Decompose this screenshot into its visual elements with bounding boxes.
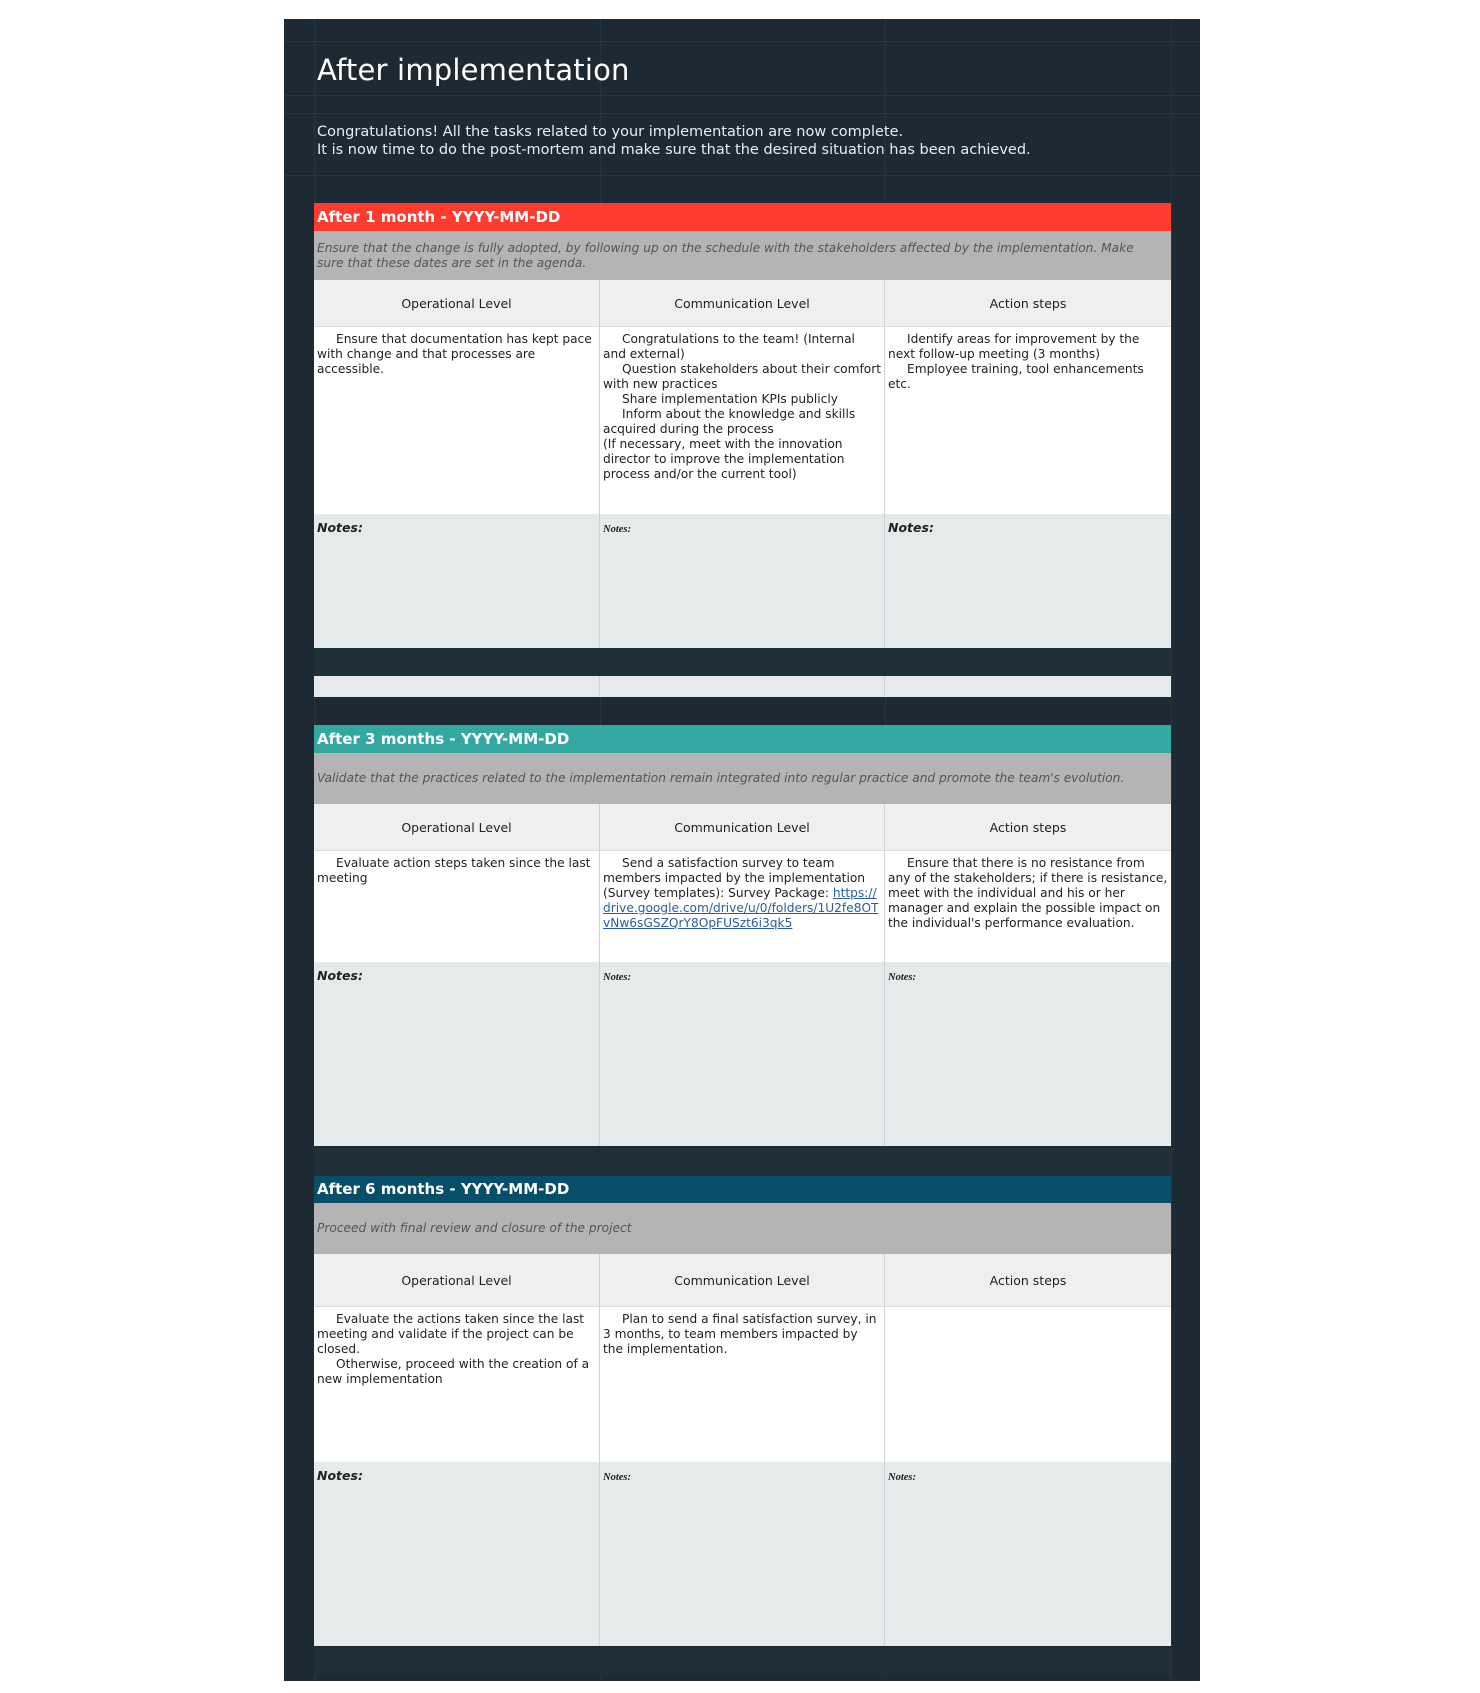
- column-header-operational: Operational Level: [314, 804, 600, 851]
- cell-paragraph: Share implementation KPIs publicly: [622, 392, 838, 406]
- cell-paragraph: [603, 856, 881, 931]
- gridline: [284, 41, 1200, 42]
- cell-paragraph: Otherwise, proceed with the creation of a new implementation: [317, 1357, 590, 1386]
- action-cell[interactable]: [885, 327, 1171, 514]
- section-description: Validate that the practices related to the implementation remain integrated into regular practice and promote the team's evolution.: [314, 753, 1171, 804]
- notes-cell[interactable]: [314, 962, 600, 1146]
- cell-paragraph: Employee training, tool enhancements etc.: [888, 362, 1144, 391]
- column-header-communication: Communication Level: [600, 280, 885, 327]
- notes-label: Notes:: [888, 972, 916, 983]
- spacer-row: [314, 1648, 1171, 1676]
- column-header-communication: Communication Level: [600, 1254, 885, 1307]
- communication-cell[interactable]: [600, 327, 885, 514]
- notes-label: Notes:: [603, 524, 631, 535]
- column-header-row: [314, 804, 1171, 851]
- column-header-action: Action steps: [885, 280, 1171, 327]
- notes-cell[interactable]: [885, 962, 1171, 1146]
- cell-paragraph: Ensure that documentation has kept pace with change and that processes are accessible.: [317, 332, 592, 376]
- cell-paragraph: Ensure that there is no resistance from any of the stakeholders; if there is resistance, meet with the individual and his or her manager and explain the possible impact on the individual's performance evaluation.: [888, 856, 1168, 930]
- notes-cell[interactable]: [600, 1462, 885, 1646]
- section-after-6-months: [314, 1175, 1171, 1646]
- operational-cell[interactable]: [314, 851, 600, 962]
- survey-package-link[interactable]: https://drive.google.com/drive/u/0/folders/1U2fe8OTvNw6sGSZQrY8OpFUSzt6i3qk5: [603, 886, 879, 930]
- section-header: After 1 month - YYYY-MM-DD: [314, 203, 1171, 231]
- column-header-action: Action steps: [885, 1254, 1171, 1307]
- notes-label: Notes:: [317, 520, 363, 535]
- notes-cell[interactable]: [600, 962, 885, 1146]
- notes-label: Notes:: [317, 968, 363, 983]
- survey-text: Send a satisfaction survey to team members impacted by the implementation (Survey templates): Survey Package:: [603, 856, 866, 900]
- spacer-row: [314, 648, 1171, 676]
- action-cell[interactable]: [885, 1307, 1171, 1462]
- cell-paragraph: Congratulations to the team! (Internal and external): [603, 332, 855, 361]
- notes-cell[interactable]: [314, 1462, 600, 1646]
- gridline: [1171, 19, 1172, 1681]
- cell-paragraph: (If necessary, meet with the innovation director to improve the implementation process and/or the current tool): [603, 437, 845, 481]
- cell-paragraph: Evaluate action steps taken since the last meeting: [317, 856, 591, 885]
- notes-cell[interactable]: [885, 1462, 1171, 1646]
- communication-cell[interactable]: [600, 1307, 885, 1462]
- notes-label: Notes:: [888, 520, 934, 535]
- notes-label: Notes:: [603, 1472, 631, 1483]
- content-row: [314, 1307, 1171, 1462]
- column-header-operational: Operational Level: [314, 280, 600, 327]
- operational-cell[interactable]: [314, 327, 600, 514]
- column-header-communication: Communication Level: [600, 804, 885, 851]
- section-description: Proceed with final review and closure of the project: [314, 1203, 1171, 1254]
- intro-text: [317, 123, 1031, 159]
- section-header: After 6 months - YYYY-MM-DD: [314, 1175, 1171, 1203]
- section-after-1-month: [314, 203, 1171, 697]
- section-description: Ensure that the change is fully adopted, by following up on the schedule with the stakeholders affected by the implementation. Make sure that these dates are set in the agenda.: [314, 231, 1171, 280]
- notes-label: Notes:: [888, 1472, 916, 1483]
- page-title: After implementation: [317, 53, 630, 87]
- column-header-operational: Operational Level: [314, 1254, 600, 1307]
- cell-paragraph: Question stakeholders about their comfort with new practices: [603, 362, 882, 391]
- notes-row: [314, 962, 1171, 1146]
- cell-paragraph: Evaluate the actions taken since the last meeting and validate if the project can be closed.: [317, 1312, 585, 1356]
- column-header-row: [314, 280, 1171, 327]
- notes-row: [314, 1462, 1171, 1646]
- communication-cell[interactable]: [600, 851, 885, 962]
- gridline: [284, 175, 1200, 176]
- intro-line: Congratulations! All the tasks related to your implementation are now complete.: [317, 124, 904, 140]
- content-row: [314, 327, 1171, 514]
- gridline: [284, 95, 1200, 96]
- action-cell[interactable]: [885, 851, 1171, 962]
- intro-line: It is now time to do the post-mortem and make sure that the desired situation has been achieved.: [317, 142, 1031, 158]
- spacer-row: [314, 1148, 1171, 1176]
- notes-label: Notes:: [603, 972, 631, 983]
- gridline: [284, 113, 1200, 114]
- notes-label: Notes:: [317, 1468, 363, 1483]
- column-header-action: Action steps: [885, 804, 1171, 851]
- section-header: After 3 months - YYYY-MM-DD: [314, 725, 1171, 753]
- cell-paragraph: Inform about the knowledge and skills acquired during the process: [603, 407, 856, 436]
- cell-paragraph: Identify areas for improvement by the next follow-up meeting (3 months): [888, 332, 1140, 361]
- content-row: [314, 851, 1171, 962]
- section-after-3-months: [314, 725, 1171, 1146]
- spreadsheet-sheet: [284, 19, 1200, 1681]
- operational-cell[interactable]: [314, 1307, 600, 1462]
- cell-paragraph: Plan to send a final satisfaction survey, in 3 months, to team members impacted by the implementation.: [603, 1312, 877, 1356]
- column-header-row: [314, 1254, 1171, 1307]
